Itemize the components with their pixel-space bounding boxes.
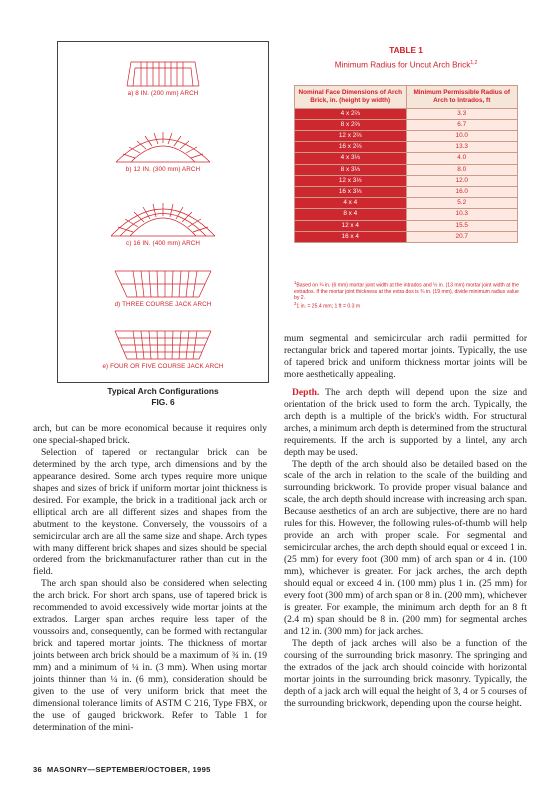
depth-paragraph-3: The depth of jack arches will also be a function of the coursing of the surrounding brick masonry. The springing and the extrados of the jack arch should coincide with horizontal mortar joints in the surrounding brick masonry. Typically, the depth of a jack arch will equal the height of 3, 4 or 5 courses of the surrounding brickwork, depending upon the course height.	[284, 637, 527, 709]
table-cell-radius: 8.0	[406, 164, 518, 175]
table-row	[295, 175, 518, 186]
depth-paragraph-1-text: The arch depth will depend upon the size and orientation of the brick used to form the arch. Typically, the arch depth is a multiple of the brick's width. For structural arches, a minimum arch depth is determined from the structural requirements. If the arch is supported by a lintel, any arch depth may be used.	[284, 386, 527, 458]
table-cell-radius: 6.7	[406, 119, 518, 130]
table-cell-dimensions: 8 x 2⅔	[295, 119, 407, 130]
figure-title: Typical Arch Configurations	[107, 386, 219, 396]
arch-12in	[58, 122, 268, 173]
table-cell-radius: 4.0	[406, 153, 518, 164]
left-paragraph-3: The arch span should also be considered when selecting the arch brick. For short arch spans, use of tapered brick is recommended to avoid excessively wide mortar joints at the extrados. Larger span arches require less taper of the voussoirs and, consequently, can be formed with rectangular brick and tapered mortar joints. The thickness of mortar joints between arch brick should be a maximum of ¾ in. (19 mm) and a minimum of ¼ in. (3 mm). When using mortar joints thinner than ¼ in. (6 mm), consideration should be given to the use of very uniform brick that meet the dimensional tolerance limits of ASTM C 216, Type FBX, or the use of gauged brickwork. Refer to Table 1 for determination of the mini-	[33, 578, 267, 733]
footnote-1-marker: 1	[294, 280, 297, 285]
table-row	[295, 198, 518, 209]
arch-12in-drawing	[113, 122, 213, 164]
table-cell-radius: 10.0	[406, 131, 518, 142]
table-cell-dimensions: 16 x 3⅓	[295, 187, 407, 198]
arch-three-course-jack-drawing	[113, 267, 213, 299]
right-column	[284, 333, 527, 710]
left-paragraph-2: Selection of tapered or rectangular brick can be determined by the arch type, arch dimensions and by the appearance desired. Some arch types require more unique shapes and sizes of brick if uniform mortar joint thickness is desired. For example, the brick in a traditional jack arch or elliptical arch are all different sizes and shapes from the abutment to the keystone. Conversely, the voussoirs of a semicircular arch are all the same size and shape. Arch types with many different brick shapes and sizes should be special ordered from the brickmanufacturer rather than cut in the field.	[33, 446, 267, 578]
arch-8in	[58, 58, 268, 97]
table-row	[295, 220, 518, 231]
footnote-1	[294, 280, 520, 301]
table-cell-dimensions: 12 x 2⅔	[295, 131, 407, 142]
footnote-2-text: 1 in. = 25.4 mm; 1 ft = 0.3 m	[296, 303, 361, 310]
table-cell-radius: 3.3	[406, 108, 518, 119]
figure-number: FIG. 6	[151, 397, 175, 407]
arch-three-course-jack	[58, 267, 268, 308]
table-cell-dimensions: 8 x 3⅓	[295, 164, 407, 175]
table-cell-dimensions: 8 x 4	[295, 209, 407, 220]
caption-e: e) FOUR OR FIVE COURSE JACK ARCH	[102, 363, 224, 370]
arch-16in	[58, 192, 268, 247]
table-row	[295, 153, 518, 164]
table-title-text: Minimum Radius for Uncut Arch Brick	[334, 60, 471, 70]
page-footer	[33, 765, 211, 774]
table-row	[295, 164, 518, 175]
footer-text: MASONRY—SEPTEMBER/OCTOBER, 1995	[46, 765, 211, 774]
arch-four-five-course-jack	[58, 327, 268, 370]
depth-paragraph-1	[284, 387, 527, 459]
table-row	[295, 142, 518, 153]
table-cell-dimensions: 12 x 4	[295, 220, 407, 231]
table-cell-radius: 5.2	[406, 198, 518, 209]
arch-radius-table	[294, 85, 518, 243]
table-cell-dimensions: 4 x 2⅔	[295, 108, 407, 119]
caption-d: d) THREE COURSE JACK ARCH	[114, 301, 212, 308]
arch-8in-drawing	[123, 58, 203, 88]
arch-four-five-course-jack-drawing	[113, 327, 213, 361]
figure-title-block	[57, 386, 269, 408]
footnote-1-text: Based on ¼ in. (6 mm) mortar joint width at the intrados and ½ in. (13 mm) mortar joint width at the extrados. If the mortar joint thickness at the extra dos is ¾ in. (19 mm), divide minimum radius value by 2.	[294, 282, 519, 302]
table-label: TABLE 1	[389, 46, 423, 55]
table-header-row	[295, 86, 518, 109]
left-column	[33, 423, 267, 734]
depth-heading: Depth.	[292, 386, 320, 398]
table-cell-radius: 12.0	[406, 175, 518, 186]
table-cell-radius: 20.7	[406, 231, 518, 242]
table-cell-dimensions: 12 x 3⅓	[295, 175, 407, 186]
right-paragraph-intro: mum segmental and semicircular arch radii permitted for rectangular brick and tapered mortar joints. Typically, the use of tapered brick and uniform thickness mortar joints will be more aesthetically appealing.	[284, 333, 527, 380]
table-row	[295, 231, 518, 242]
table-cell-radius: 15.5	[406, 220, 518, 231]
table-cell-radius: 10.3	[406, 209, 518, 220]
figure-box	[57, 41, 269, 383]
footnote-2-marker: 2	[294, 301, 297, 307]
table-title	[284, 57, 528, 72]
table-row	[295, 131, 518, 142]
depth-paragraph-2: The depth of the arch should also be detailed based on the scale of the arch in relation to the scale of the building and surrounding brickwork. To provide proper visual balance and scale, the arch depth should increase with increasing arch span. Because aesthetics of an arch are subjective, there are no hard rules for this. However, the following rules-of-thumb will help provide an arch with proper scale. For segmental and semicircular arches, the arch depth should equal or exceed 1 in. (25 mm) for every foot (300 mm) of arch span or 4 in. (100 mm), whichever is greater. For jack arches, the arch depth should equal or exceed 4 in. (100 mm) plus 1 in. (25 mm) for every foot (300 mm) of arch span or 8 in. (200 mm), whichever is greater. For example, the minimum arch depth for an 8 ft (2.4 m) span should be 8 in. (200 mm) for segmental arches and 12 in. (300 mm) for jack arches.	[284, 458, 527, 637]
footnote-2	[294, 301, 520, 310]
table-body	[295, 108, 518, 242]
caption-b: b) 12 IN. (300 mm) ARCH	[125, 166, 201, 173]
table-title-block	[284, 45, 528, 72]
table-cell-dimensions: 4 x 4	[295, 198, 407, 209]
table-cell-radius: 16.0	[406, 187, 518, 198]
table-row	[295, 108, 518, 119]
table-row	[295, 119, 518, 130]
page-number: 36	[33, 765, 43, 774]
table-title-sup: 1,2	[470, 60, 478, 66]
caption-c: c) 16 IN. (400 mm) ARCH	[125, 240, 201, 247]
table-header-radius: Minimum Permissible Radius of Arch to Intrados, ft	[406, 86, 518, 109]
table-row	[295, 209, 518, 220]
caption-a: a) 8 IN. (200 mm) ARCH	[127, 90, 199, 97]
table-cell-dimensions: 16 x 2⅔	[295, 142, 407, 153]
table-cell-dimensions: 16 x 4	[295, 231, 407, 242]
table-cell-radius: 13.3	[406, 142, 518, 153]
table-cell-dimensions: 4 x 3⅓	[295, 153, 407, 164]
table-footnotes	[294, 280, 520, 310]
table-row	[295, 187, 518, 198]
arch-16in-drawing	[108, 192, 218, 238]
left-paragraph-1: arch, but can be more economical because it requires only one special-shaped brick.	[33, 423, 267, 446]
table-header-dimensions: Nominal Face Dimensions of Arch Brick, in. (height by width)	[295, 86, 407, 109]
